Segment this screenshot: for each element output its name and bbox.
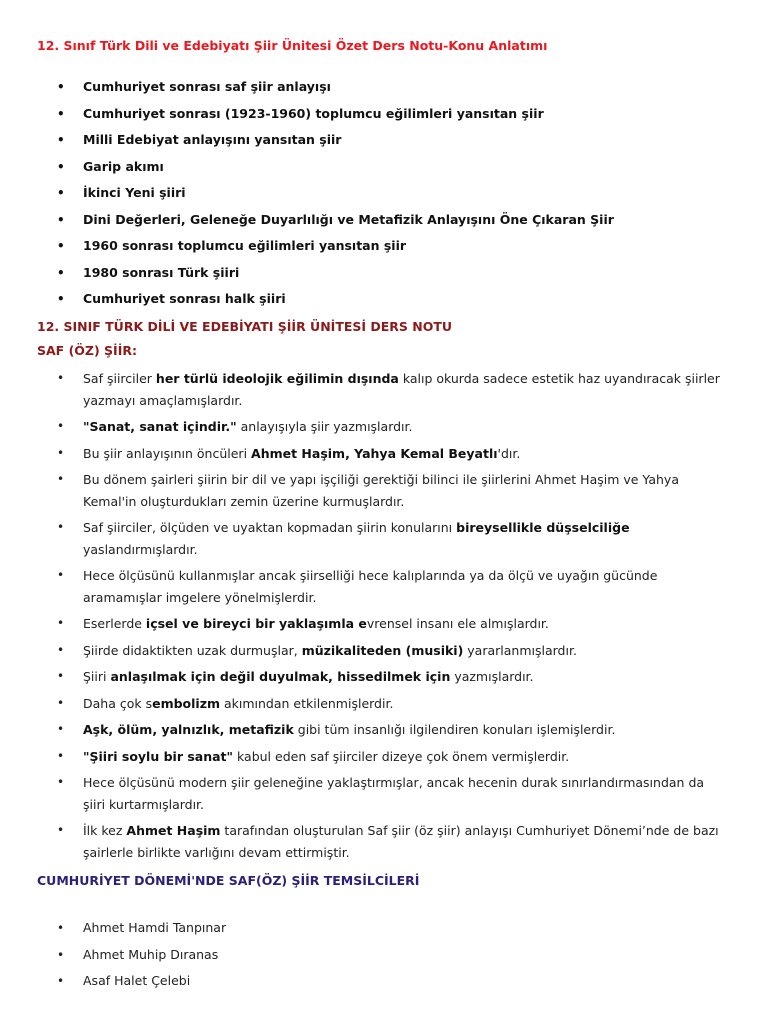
note-text: Hece ölçüsünü modern şiir geleneğine yaklaştırmışlar, ancak hecenin durak sınırlandırmasından da şiiri kurtarmışlardır. [83,775,705,812]
note-text: gibi tüm insanlığı ilgilendiren konuları işlemişlerdir. [293,722,616,737]
note-text: yaslandırmışlardır. [83,541,198,557]
representative-item: • Ahmet Hamdi Tanpınar [0,920,768,947]
page-title: 12. Sınıf Türk Dili ve Edebiyatı Şiir Ünitesi Özet Ders Notu-Konu Anlatımı [37,38,548,53]
note-text: Bu dönem şairleri şiirin bir dil ve yapı işçiliği gerektiği bilinci ile şiirlerini Ahmet Haşim ve Yahya Kemal'in oluşturdukları zemin üzerine kurmuşlardır. [83,472,679,509]
note-text: Şiiri [83,669,111,684]
note-emphasis: her türlü ideolojik eğilimin dışında [155,371,399,386]
note-emphasis: Ahmet Haşim [126,823,221,838]
topic-item: • Dini Değerleri, Geleneğe Duyarlılığı ve Metafizik Anlayışını Öne Çıkaran Şiir [0,212,768,239]
note-text: tarafından oluşturulan Saf şiir (öz şiir) anlayışı Cumhuriyet Dönemi’nde de bazı şairlerle birlikte varlığını devam ettirmiştir. [83,823,719,860]
note-text: yazmışlardır. [450,669,534,684]
representative-item: • Ahmet Muhip Dıranas [0,947,768,974]
note-item [0,693,768,715]
note-text: kabul eden saf şiirciler dizeye çok önem vermişlerdir. [233,748,570,764]
note-emphasis: anlaşılmak için değil duyulmak, hissedilmek için [110,669,451,684]
note-text: Bu şiir anlayışının öncüleri [83,445,252,461]
note-text: akımından etkilenmişlerdir. [220,695,394,711]
note-emphasis: Aşk, ölüm, yalnızlık, metafizik [83,722,294,737]
note-emphasis: içsel ve bireyci bir yaklaşımla e [145,616,367,631]
note-emphasis: embolizm [152,695,221,711]
notes-list [0,368,768,868]
note-text: Eserlerde [83,616,146,631]
note-item [0,640,768,662]
note-emphasis: "Şiiri soylu bir sanat" [83,748,234,764]
note-item [0,820,768,863]
note-item [0,469,768,512]
note-text: Şiirde didaktikten uzak durmuşlar, [83,642,302,658]
note-item [0,565,768,608]
note-text: Hece ölçüsünü kullanmışlar ancak şiirselliği hece kalıplarında ya da ölçü ve uyağın gücünde aramamışlar imgelere yönelmişlerdir. [83,568,658,605]
note-emphasis: bireysellikle düşselciliğe [456,520,630,535]
topic-item: • İkinci Yeni şiiri [0,185,768,212]
note-item [0,772,768,815]
note-text: Saf şiirciler [83,371,156,386]
topics-list [0,79,768,318]
representative-item: • Asaf Halet Çelebi [0,973,768,1000]
topic-item: • Garip akımı [0,159,768,186]
note-item [0,613,768,635]
topic-item: • 1960 sonrası toplumcu eğilimleri yansıtan şiir [0,238,768,265]
note-item [0,666,768,688]
topic-item: • 1980 sonrası Türk şiiri [0,265,768,292]
subsection-heading: SAF (ÖZ) ŞİİR: [37,343,137,358]
note-item [0,443,768,465]
representatives-list [0,920,768,1000]
note-text: yararlanmışlardır. [463,642,577,658]
topic-item: • Cumhuriyet sonrası (1923-1960) toplumcu eğilimleri yansıtan şiir [0,106,768,133]
note-text: Saf şiirciler, ölçüden ve uyaktan kopmadan şiirin konularını [83,520,457,535]
representatives-heading: CUMHURİYET DÖNEMİ'NDE SAF(ÖZ) ŞİİR TEMSİLCİLERİ [37,873,420,888]
note-text: kalıp okurda sadece estetik haz uyandıracak şiirler yazmayı amaçlamışlardır. [83,371,720,408]
note-text: İlk kez [83,823,127,838]
topic-item: • Milli Edebiyat anlayışını yansıtan şiir [0,132,768,159]
note-item [0,517,768,560]
note-text: anlayışıyla şiir yazmışlardır. [236,419,413,434]
section-heading: 12. SINIF TÜRK DİLİ VE EDEBİYATI ŞİİR ÜNİTESİ DERS NOTU [37,319,453,334]
note-text: 'dır. [497,445,521,461]
note-text: vrensel insanı ele almışlardır. [366,616,549,631]
note-emphasis: Ahmet Haşim, Yahya Kemal Beyatlı [251,445,498,461]
note-item [0,416,768,438]
note-emphasis: "Sanat, sanat içindir." [83,419,237,434]
note-text: Daha çok s [83,695,153,711]
topic-item: • Cumhuriyet sonrası halk şiiri [0,291,768,318]
note-item [0,719,768,741]
note-emphasis: müzikaliteden (musiki) [301,642,464,658]
note-item [0,746,768,768]
note-item [0,368,768,411]
topic-item: • Cumhuriyet sonrası saf şiir anlayışı [0,79,768,106]
